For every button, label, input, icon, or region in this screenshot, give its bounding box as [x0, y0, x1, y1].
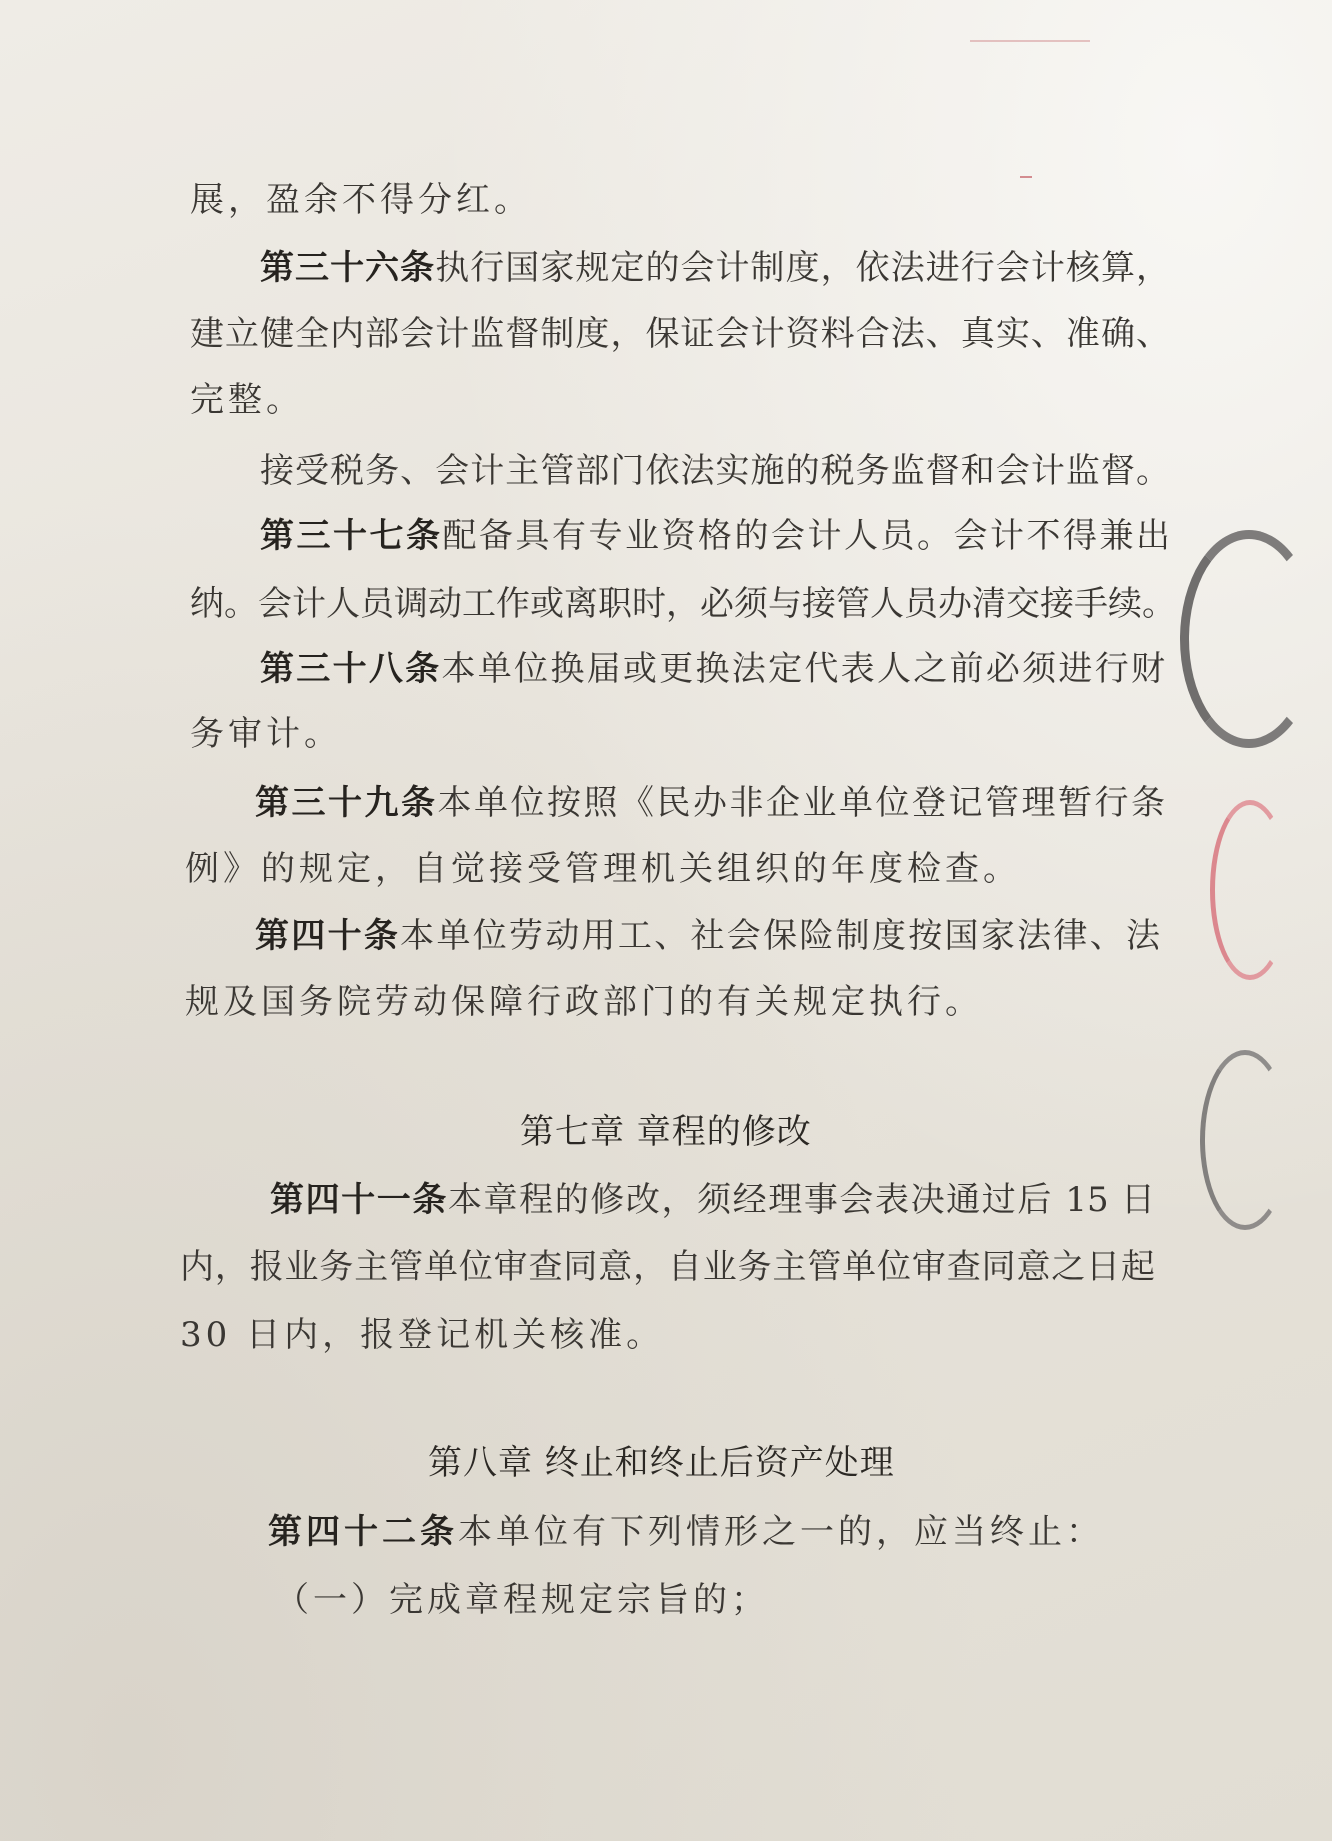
text-line-15: 内，报业务主管单位审查同意，自业务主管单位审查同意之日起	[180, 1247, 1155, 1287]
text-line-16: 30 日内，报登记机关核准。	[180, 1315, 665, 1355]
text-line-4: 完整。	[190, 380, 304, 420]
text-line-13: 规及国务院劳动保障行政部门的有关规定执行。	[185, 982, 983, 1022]
top-edge-mark	[970, 40, 1090, 42]
article-40-number: 第四十条	[255, 916, 401, 956]
chapter-7-heading: 第七章 章程的修改	[520, 1112, 812, 1152]
seal-stamp-fragment-top	[1180, 530, 1318, 748]
article-40-text: 本单位劳动用工、社会保险制度按国家法律、法	[400, 916, 1161, 956]
article-42	[268, 1512, 1104, 1552]
article-37	[260, 516, 1170, 556]
chapter-8-heading: 第八章 终止和终止后资产处理	[428, 1443, 895, 1483]
text-line-1: 展，盈余不得分红。	[190, 180, 532, 220]
article-39	[255, 783, 1165, 823]
article-41-text: 本章程的修改，须经理事会表决通过后 15 日	[447, 1180, 1156, 1220]
article-42-number: 第四十二条	[268, 1512, 458, 1552]
seal-stamp-fragment-bottom	[1200, 1050, 1290, 1230]
article-42-text: 本单位有下列情形之一的，应当终止：	[458, 1512, 1104, 1552]
article-39-text: 本单位按照《民办非企业单位登记管理暂行条	[437, 783, 1165, 823]
article-41-number: 第四十一条	[270, 1180, 448, 1220]
article-40	[255, 916, 1160, 956]
article-38	[260, 649, 1165, 689]
article-38-text: 本单位换届或更换法定代表人之前必须进行财	[441, 649, 1166, 689]
article-37-text: 配备具有专业资格的会计人员。会计不得兼出	[442, 516, 1170, 556]
text-line-18: （一）完成章程规定宗旨的；	[275, 1580, 769, 1620]
text-line-7: 纳。会计人员调动工作或离职时，必须与接管人员办清交接手续。	[190, 584, 1176, 624]
article-36-number: 第三十六条	[260, 248, 436, 288]
text-line-11: 例》的规定，自觉接受管理机关组织的年度检查。	[185, 849, 1021, 889]
article-41	[270, 1180, 1155, 1220]
seal-stamp-fragment-red	[1210, 800, 1290, 980]
text-line-9: 务审计。	[190, 714, 342, 754]
article-37-number: 第三十七条	[260, 516, 443, 556]
article-38-number: 第三十八条	[260, 649, 442, 689]
text-line-5: 接受税务、会计主管部门依法实施的税务监督和会计监督。	[260, 451, 1170, 491]
article-36-text: 执行国家规定的会计制度，依法进行会计核算，	[435, 248, 1171, 288]
article-39-number: 第三十九条	[255, 783, 438, 823]
article-36	[260, 248, 1170, 288]
text-line-3: 建立健全内部会计监督制度，保证会计资料合法、真实、准确、	[190, 314, 1170, 354]
red-pen-mark	[1020, 176, 1032, 178]
